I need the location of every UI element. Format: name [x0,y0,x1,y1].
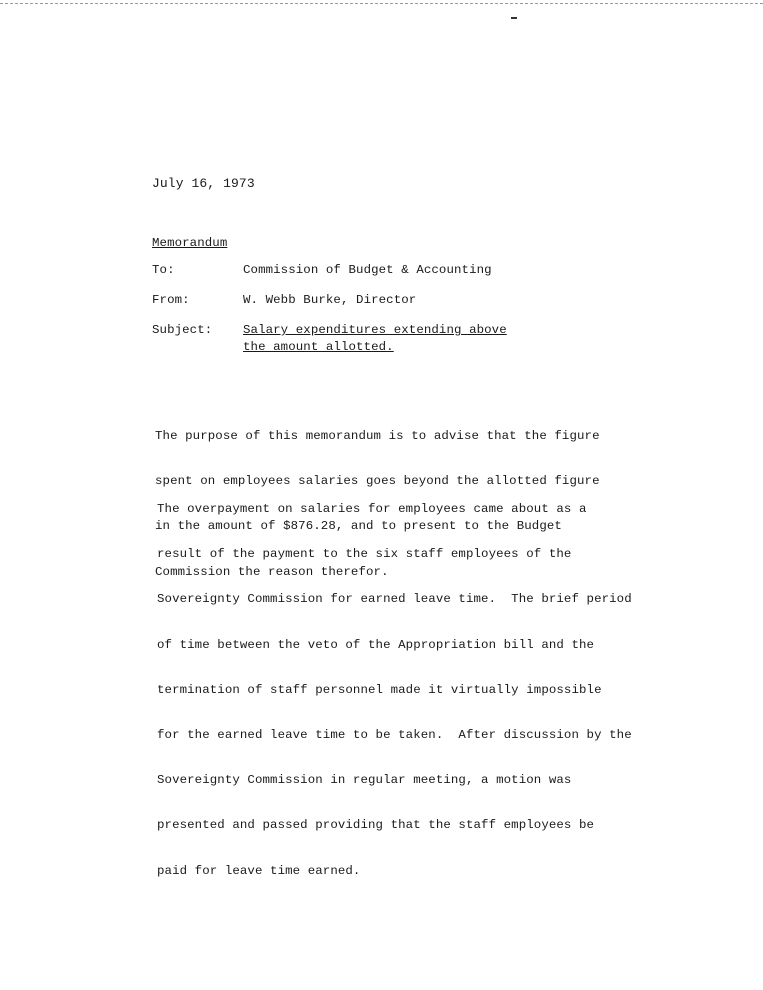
paragraph-line: Commission the reason therefor. [155,564,389,579]
to-label: To: [152,263,175,277]
to-value: Commission of Budget & Accounting [243,263,492,277]
scan-speck [511,17,517,19]
from-label: From: [152,293,190,307]
paragraph-line: The purpose of this memorandum is to advise that the figure [155,429,600,443]
paragraph-line: termination of staff personnel made it virtually impossible [157,682,602,697]
paragraph-line: Sovereignty Commission for earned leave time. The brief period [157,592,632,607]
paragraph-line: result of the payment to the six staff employees of the [157,547,572,562]
page-top-edge [0,0,763,4]
paragraph-line: presented and passed providing that the staff employees be [157,818,595,833]
subject-value-line2: the amount allotted. [243,340,394,354]
paragraph-line: of time between the veto of the Appropriation bill and the [157,637,595,652]
paragraph-line: Sovereignty Commission in regular meeting, a motion was [157,773,572,788]
subject-value-line1: Salary expenditures extending above [243,323,507,337]
paragraph-line: The overpayment on salaries for employees came about as a [157,502,587,516]
subject-label: Subject: [152,323,213,337]
memo-paragraph-overpayment [157,472,632,894]
paragraph-line: in the amount of $876.28, and to present to the Budget [155,519,562,534]
memo-date: July 16, 1973 [152,176,255,191]
memo-heading: Memorandum [152,236,228,250]
paragraph-line: spent on employees salaries goes beyond the allotted figure [155,474,600,489]
from-value: W. Webb Burke, Director [243,293,417,307]
paragraph-line: paid for leave time earned. [157,863,361,878]
paragraph-line: for the earned leave time to be taken. After discussion by the [157,728,632,743]
